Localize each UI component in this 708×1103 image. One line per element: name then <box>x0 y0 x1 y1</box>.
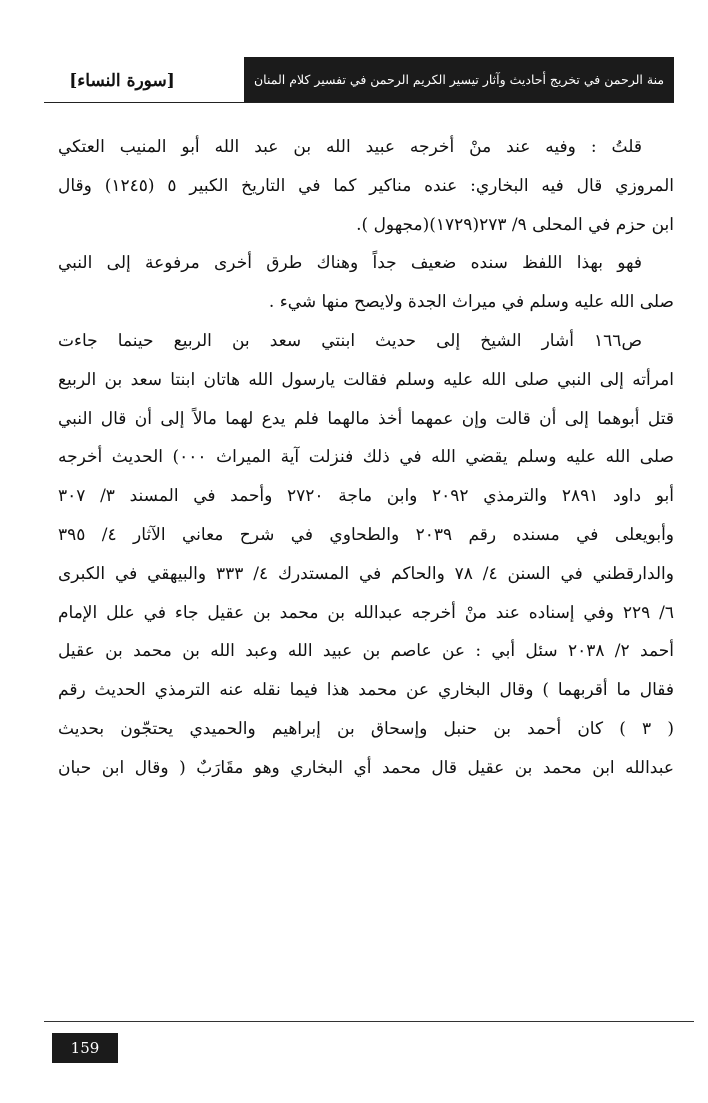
footer-divider <box>44 1021 694 1022</box>
text-line: والدارقطني في السنن ٤/ ٧٨ والحاكم في المستدرك ٤/ ٣٣٣ والبيهقي في الكبرى <box>58 563 674 584</box>
text-line: أحمد ٢/ ٢٠٣٨ سئل أبي : عن عاصم بن عبيد الله وعبد الله بن محمد بن عقيل <box>58 641 674 662</box>
page-number: 159 <box>52 1033 118 1063</box>
text-line: ص١٦٦ أشار الشيخ إلى حديث ابنتي سعد بن الربيع حينما جاءت <box>58 330 642 351</box>
text-line: قلتُ : وفيه عند منْ أخرجه عبيد الله بن عبد الله أبو المنيب العتكي <box>58 137 642 157</box>
page-body <box>58 128 674 788</box>
text-line: صلى الله عليه وسلم يقضي الله في ذلك فنزلت آية الميراث ٠٠٠) الحديث أخرجه <box>58 447 674 468</box>
text-line: ٦/ ٢٢٩ وفي إسناده عند منْ أخرجه عبدالله بن محمد بن عقيل جاء في علل الإمام <box>58 602 674 623</box>
text-line: ابن حزم في المحلى ٩/ ٢٧٣(١٧٢٩)(مجهول ). <box>356 214 674 235</box>
book-title: منة الرحمن في تخريج أحاديث وآثار تيسير الكريم الرحمن في تفسير كلام المنان <box>253 72 665 87</box>
text-line: فقال ما أقربهما ) وقال البخاري عن محمد هذا فيما نقله عنه الترمذي الحديث رقم <box>58 680 674 701</box>
text-line: عبدالله ابن محمد بن عقيل قال محمد أي البخاري وهو مقَارَبٌ ( وقال ابن حبان <box>58 757 674 778</box>
text-line: قتل أبوهما إلى أن قالت وإن عمهما أخذ مالهما فلم يدع لهما مالاً إلى أن قال النبي <box>58 408 674 429</box>
text-line: ( ٣ ) كان أحمد بن حنبل وإسحاق بن إبراهيم والحميدي يحتجّون بحديث <box>58 718 674 739</box>
text-line: أبو داود ٢٨٩١ والترمذي ٢٠٩٢ وابن ماجة ٢٧٢٠ وأحمد في المسند ٣/ ٣٠٧ <box>58 486 674 507</box>
header-divider <box>44 102 674 103</box>
text-line: فهو بهذا اللفظ سنده ضعيف جداً وهناك طرق أخرى مرفوعة إلى النبي <box>58 253 642 274</box>
text-line: امرأته إلى النبي صلى الله عليه وسلم فقالت يارسول الله هاتان ابنتا سعد بن الربيع <box>58 369 674 390</box>
book-title-bar <box>244 57 674 102</box>
text-line: وأبويعلى في مسنده رقم ٢٠٣٩ والطحاوي في شرح معاني الآثار ٤/ ٣٩٥ <box>58 524 674 545</box>
text-line: صلى الله عليه وسلم في ميراث الجدة ولايصح منها شيء . <box>268 292 674 313</box>
surah-label: [سورة النساء] <box>69 71 175 91</box>
text-line: المروزي قال فيه البخاري: عنده مناكير كما في التاريخ الكبير ٥ (١٢٤٥) وقال <box>58 175 674 196</box>
